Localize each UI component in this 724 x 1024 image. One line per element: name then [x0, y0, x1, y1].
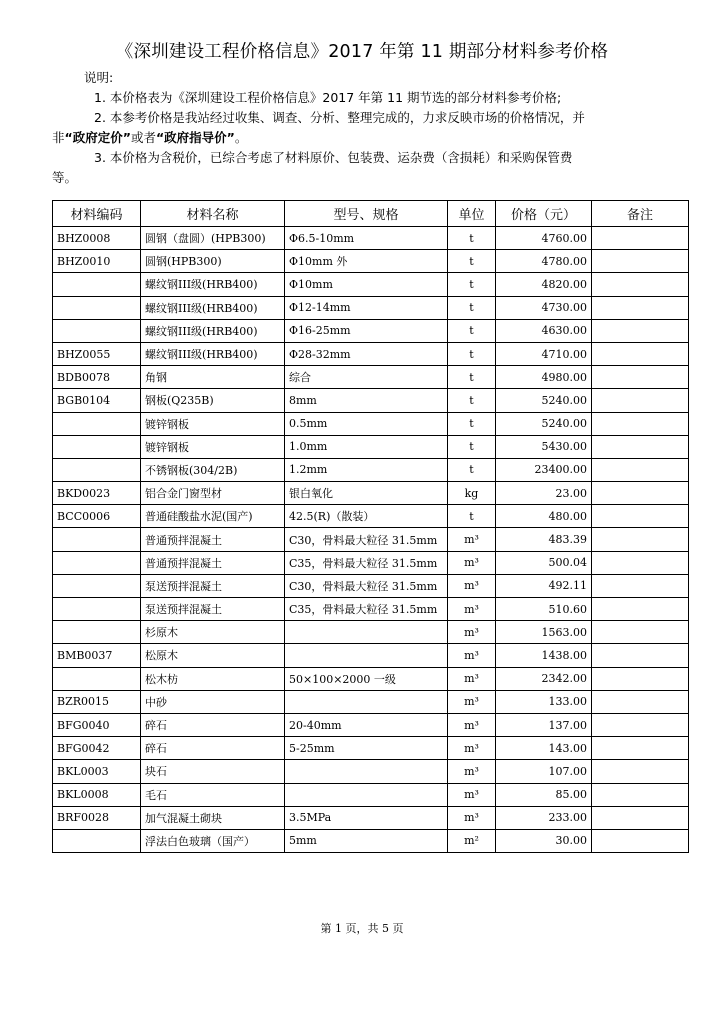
cell-price: 510.60	[496, 598, 592, 621]
cell-spec: 20-40mm	[285, 713, 448, 736]
cell-spec: 5mm	[285, 829, 448, 852]
cell-note	[592, 296, 689, 319]
cell-name: 镀锌钢板	[141, 435, 285, 458]
cell-code: BRF0028	[53, 806, 141, 829]
cell-unit: m³	[448, 667, 496, 690]
cell-price: 30.00	[496, 829, 592, 852]
cell-name: 镀锌钢板	[141, 412, 285, 435]
cell-price: 5240.00	[496, 389, 592, 412]
cell-price: 500.04	[496, 551, 592, 574]
page-title: 《深圳建设工程价格信息》2017 年第 11 期部分材料参考价格	[115, 42, 609, 62]
note-line-2: 2. 本参考价格是我站经过收集、调查、分析、整理完成的，力求反映市场的价格情况，并	[94, 110, 585, 125]
cell-unit: m³	[448, 737, 496, 760]
cell-note	[592, 458, 689, 481]
table-row	[53, 505, 689, 528]
cell-note	[592, 227, 689, 250]
table-row	[53, 783, 689, 806]
cell-code: BZR0015	[53, 690, 141, 713]
table-row	[53, 458, 689, 481]
cell-name: 不锈钢板(304/2B)	[141, 458, 285, 481]
table-row	[53, 482, 689, 505]
cell-spec: C30，骨料最大粒径 31.5mm	[285, 528, 448, 551]
cell-name: 碎石	[141, 737, 285, 760]
cell-price: 233.00	[496, 806, 592, 829]
cell-unit: t	[448, 458, 496, 481]
cell-name: 圆钢(HPB300)	[141, 250, 285, 273]
cell-name: 螺纹钢III级(HRB400)	[141, 273, 285, 296]
note-text: 非	[52, 130, 65, 145]
cell-code	[53, 296, 141, 319]
cell-note	[592, 342, 689, 365]
cell-spec: 银白氧化	[285, 482, 448, 505]
note-line-3: 3. 本价格为含税价，已综合考虑了材料原价、包装费、运杂费（含损耗）和采购保管费	[94, 150, 573, 165]
cell-spec: 1.2mm	[285, 458, 448, 481]
cell-price: 4730.00	[496, 296, 592, 319]
cell-note	[592, 574, 689, 597]
cell-price: 4980.00	[496, 366, 592, 389]
cell-price: 5240.00	[496, 412, 592, 435]
cell-name: 碎石	[141, 713, 285, 736]
cell-spec: Φ12-14mm	[285, 296, 448, 319]
cell-unit: t	[448, 366, 496, 389]
cell-price: 23.00	[496, 482, 592, 505]
cell-name: 泵送预拌混凝土	[141, 598, 285, 621]
note-line-2-continued	[52, 128, 692, 148]
cell-price: 23400.00	[496, 458, 592, 481]
cell-note	[592, 482, 689, 505]
cell-name: 螺纹钢III级(HRB400)	[141, 342, 285, 365]
cell-unit: t	[448, 505, 496, 528]
cell-note	[592, 598, 689, 621]
table-row	[53, 760, 689, 783]
cell-code: BDB0078	[53, 366, 141, 389]
cell-code	[53, 667, 141, 690]
cell-price: 4630.00	[496, 319, 592, 342]
cell-spec	[285, 760, 448, 783]
cell-unit: m³	[448, 806, 496, 829]
cell-code	[53, 435, 141, 458]
cell-code: BFG0040	[53, 713, 141, 736]
cell-note	[592, 806, 689, 829]
header-name: 材料名称	[141, 201, 285, 227]
cell-code	[53, 574, 141, 597]
cell-price: 5430.00	[496, 435, 592, 458]
cell-note	[592, 528, 689, 551]
table-row	[53, 690, 689, 713]
notes-label: 说明:	[84, 70, 114, 85]
table-row	[53, 574, 689, 597]
cell-note	[592, 667, 689, 690]
cell-unit: t	[448, 319, 496, 342]
cell-unit: m³	[448, 644, 496, 667]
cell-name: 螺纹钢III级(HRB400)	[141, 296, 285, 319]
cell-name: 松木枋	[141, 667, 285, 690]
cell-name: 毛石	[141, 783, 285, 806]
header-unit: 单位	[448, 201, 496, 227]
cell-name: 钢板(Q235B)	[141, 389, 285, 412]
note-line-1: 1. 本价格表为《深圳建设工程价格信息》2017 年第 11 期节选的部分材料参考价格;	[94, 90, 562, 105]
table-row	[53, 435, 689, 458]
table-row	[53, 412, 689, 435]
cell-spec: Φ28-32mm	[285, 342, 448, 365]
cell-name: 铝合金门窗型材	[141, 482, 285, 505]
cell-code: BFG0042	[53, 737, 141, 760]
cell-price: 4710.00	[496, 342, 592, 365]
cell-name: 杉原木	[141, 621, 285, 644]
cell-name: 中砂	[141, 690, 285, 713]
cell-spec: 1.0mm	[285, 435, 448, 458]
cell-note	[592, 412, 689, 435]
cell-spec: 综合	[285, 366, 448, 389]
table-row	[53, 227, 689, 250]
cell-spec: C35，骨料最大粒径 31.5mm	[285, 598, 448, 621]
cell-note	[592, 760, 689, 783]
table-row	[53, 806, 689, 829]
cell-price: 480.00	[496, 505, 592, 528]
cell-unit: kg	[448, 482, 496, 505]
cell-code	[53, 829, 141, 852]
cell-price: 143.00	[496, 737, 592, 760]
cell-price: 133.00	[496, 690, 592, 713]
cell-note	[592, 505, 689, 528]
cell-unit: m³	[448, 574, 496, 597]
cell-spec: 50×100×2000 一级	[285, 667, 448, 690]
cell-note	[592, 829, 689, 852]
cell-code	[53, 598, 141, 621]
cell-spec: Φ10mm 外	[285, 250, 448, 273]
cell-name: 圆钢（盘圆）(HPB300)	[141, 227, 285, 250]
cell-spec	[285, 644, 448, 667]
cell-spec: 3.5MPa	[285, 806, 448, 829]
cell-name: 普通预拌混凝土	[141, 551, 285, 574]
cell-spec	[285, 621, 448, 644]
cell-spec: 42.5(R)（散装）	[285, 505, 448, 528]
cell-unit: t	[448, 250, 496, 273]
cell-name: 普通硅酸盐水泥(国产)	[141, 505, 285, 528]
cell-unit: t	[448, 227, 496, 250]
cell-price: 1563.00	[496, 621, 592, 644]
note-text: 。	[234, 130, 248, 145]
cell-name: 螺纹钢III级(HRB400)	[141, 319, 285, 342]
note-line-3-continued: 等。	[52, 170, 78, 185]
cell-code: BCC0006	[53, 505, 141, 528]
cell-spec: Φ10mm	[285, 273, 448, 296]
cell-price: 85.00	[496, 783, 592, 806]
cell-note	[592, 273, 689, 296]
table-row	[53, 389, 689, 412]
table-body	[53, 227, 689, 853]
notes-section	[52, 68, 692, 188]
cell-unit: m³	[448, 713, 496, 736]
cell-code: BHZ0008	[53, 227, 141, 250]
cell-note	[592, 737, 689, 760]
cell-name: 泵送预拌混凝土	[141, 574, 285, 597]
cell-note	[592, 366, 689, 389]
table-row	[53, 713, 689, 736]
cell-note	[592, 551, 689, 574]
cell-unit: m³	[448, 783, 496, 806]
table-row	[53, 598, 689, 621]
cell-code: BGB0104	[53, 389, 141, 412]
cell-price: 4780.00	[496, 250, 592, 273]
table-row	[53, 273, 689, 296]
cell-name: 角钢	[141, 366, 285, 389]
cell-note	[592, 250, 689, 273]
cell-spec: C30，骨料最大粒径 31.5mm	[285, 574, 448, 597]
table-row	[53, 528, 689, 551]
cell-unit: m³	[448, 551, 496, 574]
table-header-row	[53, 201, 689, 227]
cell-name: 普通预拌混凝土	[141, 528, 285, 551]
table-row	[53, 829, 689, 852]
table-row	[53, 319, 689, 342]
cell-price: 483.39	[496, 528, 592, 551]
cell-note	[592, 319, 689, 342]
cell-unit: m²	[448, 829, 496, 852]
cell-note	[592, 621, 689, 644]
cell-price: 4760.00	[496, 227, 592, 250]
cell-unit: m³	[448, 621, 496, 644]
header-note: 备注	[592, 201, 689, 227]
cell-code: BKL0008	[53, 783, 141, 806]
cell-spec: Φ16-25mm	[285, 319, 448, 342]
cell-unit: t	[448, 412, 496, 435]
cell-note	[592, 713, 689, 736]
cell-name: 松原木	[141, 644, 285, 667]
cell-price: 4820.00	[496, 273, 592, 296]
table-row	[53, 366, 689, 389]
table-row	[53, 737, 689, 760]
cell-code: BKL0003	[53, 760, 141, 783]
price-table	[52, 200, 689, 853]
header-code: 材料编码	[53, 201, 141, 227]
cell-unit: t	[448, 342, 496, 365]
cell-code: BHZ0010	[53, 250, 141, 273]
cell-unit: m³	[448, 598, 496, 621]
cell-name: 浮法白色玻璃（国产）	[141, 829, 285, 852]
table-row	[53, 551, 689, 574]
cell-spec: Φ6.5-10mm	[285, 227, 448, 250]
cell-price: 1438.00	[496, 644, 592, 667]
table-row	[53, 667, 689, 690]
cell-code: BKD0023	[53, 482, 141, 505]
table-row	[53, 644, 689, 667]
cell-code	[53, 319, 141, 342]
cell-note	[592, 783, 689, 806]
cell-unit: t	[448, 389, 496, 412]
table-row	[53, 342, 689, 365]
cell-spec	[285, 783, 448, 806]
cell-code	[53, 528, 141, 551]
cell-note	[592, 435, 689, 458]
table-row	[53, 621, 689, 644]
cell-price: 137.00	[496, 713, 592, 736]
cell-note	[592, 690, 689, 713]
header-spec: 型号、规格	[285, 201, 448, 227]
cell-spec: C35，骨料最大粒径 31.5mm	[285, 551, 448, 574]
cell-price: 107.00	[496, 760, 592, 783]
cell-code: BMB0037	[53, 644, 141, 667]
table-row	[53, 250, 689, 273]
page-footer: 第 1 页，共 5 页	[320, 922, 404, 935]
cell-code	[53, 458, 141, 481]
cell-note	[592, 644, 689, 667]
cell-code	[53, 621, 141, 644]
cell-price: 2342.00	[496, 667, 592, 690]
cell-unit: t	[448, 273, 496, 296]
cell-spec: 0.5mm	[285, 412, 448, 435]
cell-name: 加气混凝土砌块	[141, 806, 285, 829]
cell-unit: m³	[448, 760, 496, 783]
cell-spec	[285, 690, 448, 713]
cell-name: 块石	[141, 760, 285, 783]
cell-note	[592, 389, 689, 412]
cell-unit: m³	[448, 528, 496, 551]
cell-spec: 8mm	[285, 389, 448, 412]
cell-spec: 5-25mm	[285, 737, 448, 760]
note-bold-government-guide-price: “政府指导价”	[155, 130, 235, 145]
cell-unit: m³	[448, 690, 496, 713]
table-row	[53, 296, 689, 319]
cell-code	[53, 412, 141, 435]
cell-unit: t	[448, 296, 496, 319]
cell-code	[53, 551, 141, 574]
cell-price: 492.11	[496, 574, 592, 597]
cell-code: BHZ0055	[53, 342, 141, 365]
note-bold-government-price: “政府定价”	[64, 130, 131, 145]
header-price: 价格（元）	[496, 201, 592, 227]
note-text: 或者	[130, 130, 156, 145]
cell-code	[53, 273, 141, 296]
cell-unit: t	[448, 435, 496, 458]
